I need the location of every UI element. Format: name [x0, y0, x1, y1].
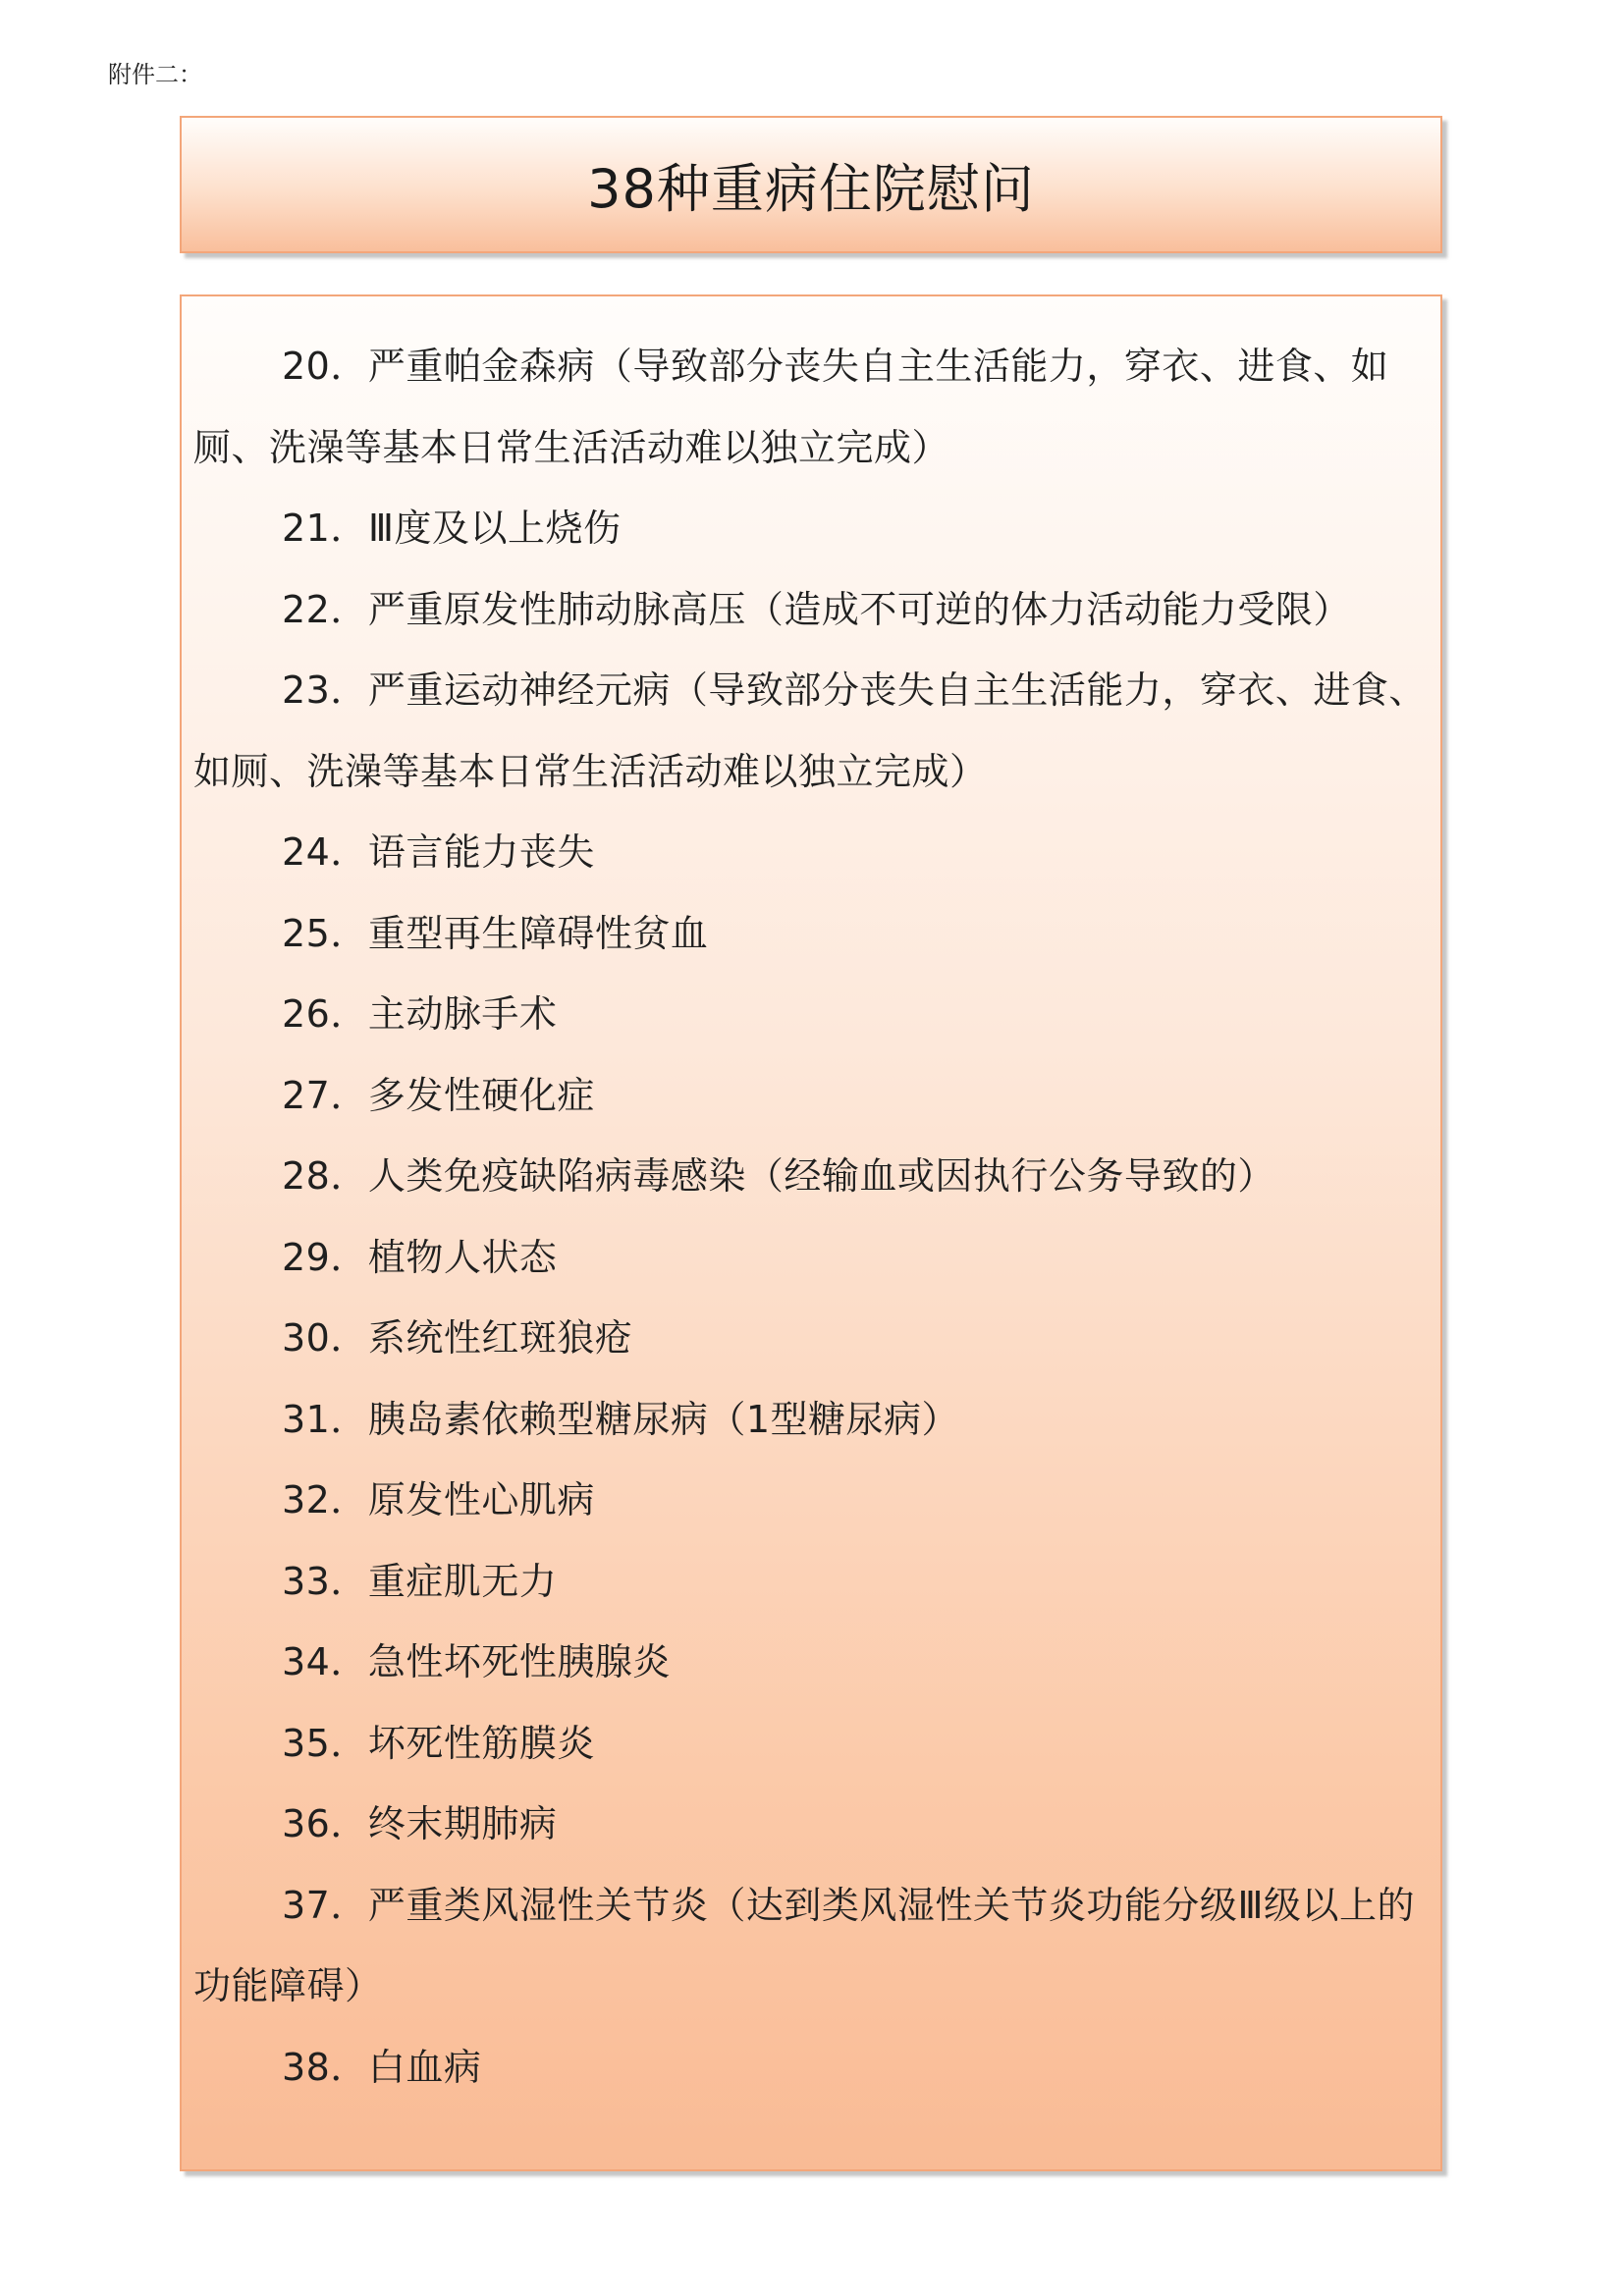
list-item-23: 23．严重运动神经元病（导致部分丧失自主生活能力，穿衣、进食、如厕、洗澡等基本日常生活活动难以独立完成）	[193, 668, 1427, 793]
attachment-label: 附件二：	[108, 61, 202, 88]
list-item-27: 27．多发性硬化症	[282, 1073, 595, 1117]
list-item-29: 29．植物人状态	[282, 1235, 558, 1279]
list-item-38: 38．白血病	[282, 2045, 482, 2089]
list-item-37: 37．严重类风湿性关节炎（达到类风湿性关节炎功能分级Ⅲ级以上的功能障碍）	[193, 1883, 1416, 2007]
list-item-36: 36．终末期肺病	[282, 1802, 558, 1845]
list-item-31: 31．胰岛素依赖型糖尿病（1型糖尿病）	[282, 1397, 960, 1441]
list-item-24: 24．语言能力丧失	[282, 830, 595, 874]
list-item-30: 30．系统性红斑狼疮	[282, 1316, 633, 1360]
page-title: 38种重病住院慰问	[587, 157, 1035, 220]
list-item-25: 25．重型再生障碍性贫血	[282, 911, 709, 955]
list-item-33: 33．重症肌无力	[282, 1559, 558, 1603]
title-box	[180, 116, 1442, 253]
disease-list	[180, 294, 1442, 2171]
list-item-28: 28．人类免疫缺陷病毒感染（经输血或因执行公务导致的）	[282, 1154, 1275, 1198]
list-item-35: 35．坏死性筋膜炎	[282, 1721, 595, 1765]
list-item-21: 21．Ⅲ度及以上烧伤	[282, 507, 622, 550]
list-item-22: 22．严重原发性肺动脉高压（造成不可逆的体力活动能力受限）	[282, 587, 1351, 631]
list-item-26: 26．主动脉手术	[282, 992, 558, 1036]
list-item-34: 34．急性坏死性胰腺炎	[282, 1640, 671, 1683]
list-item-20: 20．严重帕金森病（导致部分丧失自主生活能力，穿衣、进食、如厕、洗澡等基本日常生活活动难以独立完成）	[193, 345, 1389, 469]
list-item-32: 32．原发性心肌病	[282, 1478, 595, 1522]
